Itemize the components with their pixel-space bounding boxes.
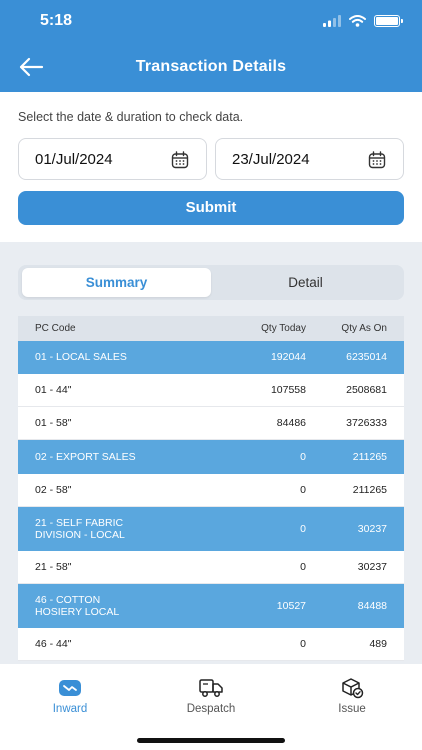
- submit-button[interactable]: Submit: [18, 191, 404, 225]
- row-qty-today: 0: [300, 638, 306, 650]
- inward-icon: [58, 677, 82, 699]
- app-header: [0, 0, 422, 92]
- to-date-field[interactable]: [215, 138, 404, 180]
- transaction-table: [18, 316, 404, 661]
- calendar-icon[interactable]: [171, 151, 189, 169]
- table-row[interactable]: [18, 551, 404, 584]
- calendar-icon[interactable]: [368, 151, 386, 169]
- signal-icon: [323, 15, 341, 27]
- table-row[interactable]: [18, 374, 404, 407]
- status-bar: [0, 12, 422, 32]
- row-qty-as-on: 211265: [352, 450, 387, 463]
- row-qty-today: 0: [300, 484, 306, 496]
- row-qty-as-on: 3726333: [346, 417, 387, 429]
- date-filter-panel: [0, 92, 422, 242]
- row-qty-as-on: 489: [369, 638, 387, 650]
- row-qty-as-on: 30237: [357, 522, 387, 535]
- row-pc-code: 01 - LOCAL SALES: [35, 351, 127, 363]
- row-pc-code: 46 - 44": [35, 638, 72, 650]
- tab-summary[interactable]: Summary: [22, 268, 211, 297]
- tab-inward[interactable]: [0, 664, 140, 720]
- status-time: 5:18: [40, 12, 73, 29]
- row-pc-code: 21 - 58": [35, 561, 72, 573]
- table-row[interactable]: [18, 507, 404, 551]
- wifi-icon: [349, 15, 366, 27]
- row-qty-today: 192044: [270, 351, 306, 363]
- tab-issue-label: Issue: [338, 703, 366, 715]
- row-qty-today: 0: [300, 522, 306, 535]
- tab-inward-label: Inward: [52, 703, 88, 715]
- battery-icon: [374, 15, 400, 27]
- table-row[interactable]: [18, 474, 404, 507]
- tab-despatch[interactable]: [141, 664, 281, 720]
- row-qty-as-on: 211265: [352, 484, 387, 496]
- row-qty-today: 10527: [276, 599, 306, 612]
- row-qty-today: 0: [300, 561, 306, 573]
- tab-issue[interactable]: [282, 664, 422, 720]
- row-qty-today: 0: [300, 450, 306, 463]
- table-row[interactable]: [18, 628, 404, 661]
- to-date-value: 23/Jul/2024: [232, 151, 310, 168]
- filter-hint: Select the date & duration to check data.: [18, 110, 244, 124]
- col-header-qty-today: Qty Today: [261, 323, 306, 334]
- tab-detail[interactable]: Detail: [288, 275, 323, 290]
- table-row[interactable]: [18, 584, 404, 628]
- page-title: Transaction Details: [135, 58, 287, 75]
- row-pc-code: 01 - 44": [35, 384, 72, 396]
- from-date-value: 01/Jul/2024: [35, 151, 113, 168]
- row-pc-code: 02 - EXPORT SALES: [35, 450, 136, 463]
- table-row[interactable]: [18, 440, 404, 474]
- row-pc-code: 01 - 58": [35, 417, 72, 429]
- row-pc-code: 46 - COTTON HOSIERY LOCAL: [35, 593, 120, 618]
- row-qty-as-on: 84488: [357, 599, 387, 612]
- table-row[interactable]: [18, 407, 404, 440]
- table-header: [18, 316, 404, 341]
- row-qty-as-on: 30237: [357, 561, 387, 573]
- home-indicator[interactable]: [137, 738, 285, 743]
- row-qty-today: 84486: [276, 417, 306, 429]
- row-qty-as-on: 6235014: [346, 351, 387, 363]
- package-check-icon: [340, 677, 364, 699]
- row-pc-code: 02 - 58": [35, 484, 72, 496]
- tab-despatch-label: Despatch: [186, 703, 236, 715]
- view-segmented-control: [18, 265, 404, 300]
- row-qty-today: 107558: [270, 384, 306, 396]
- col-header-pc-code: PC Code: [35, 322, 76, 334]
- table-row[interactable]: [18, 341, 404, 374]
- delivery-truck-icon: [199, 677, 223, 699]
- col-header-qty-as-on: Qty As On: [341, 323, 387, 334]
- status-icons: [323, 15, 400, 27]
- row-pc-code: 21 - SELF FABRIC DIVISION - LOCAL: [35, 516, 125, 541]
- from-date-field[interactable]: [18, 138, 207, 180]
- row-qty-as-on: 2508681: [346, 384, 387, 396]
